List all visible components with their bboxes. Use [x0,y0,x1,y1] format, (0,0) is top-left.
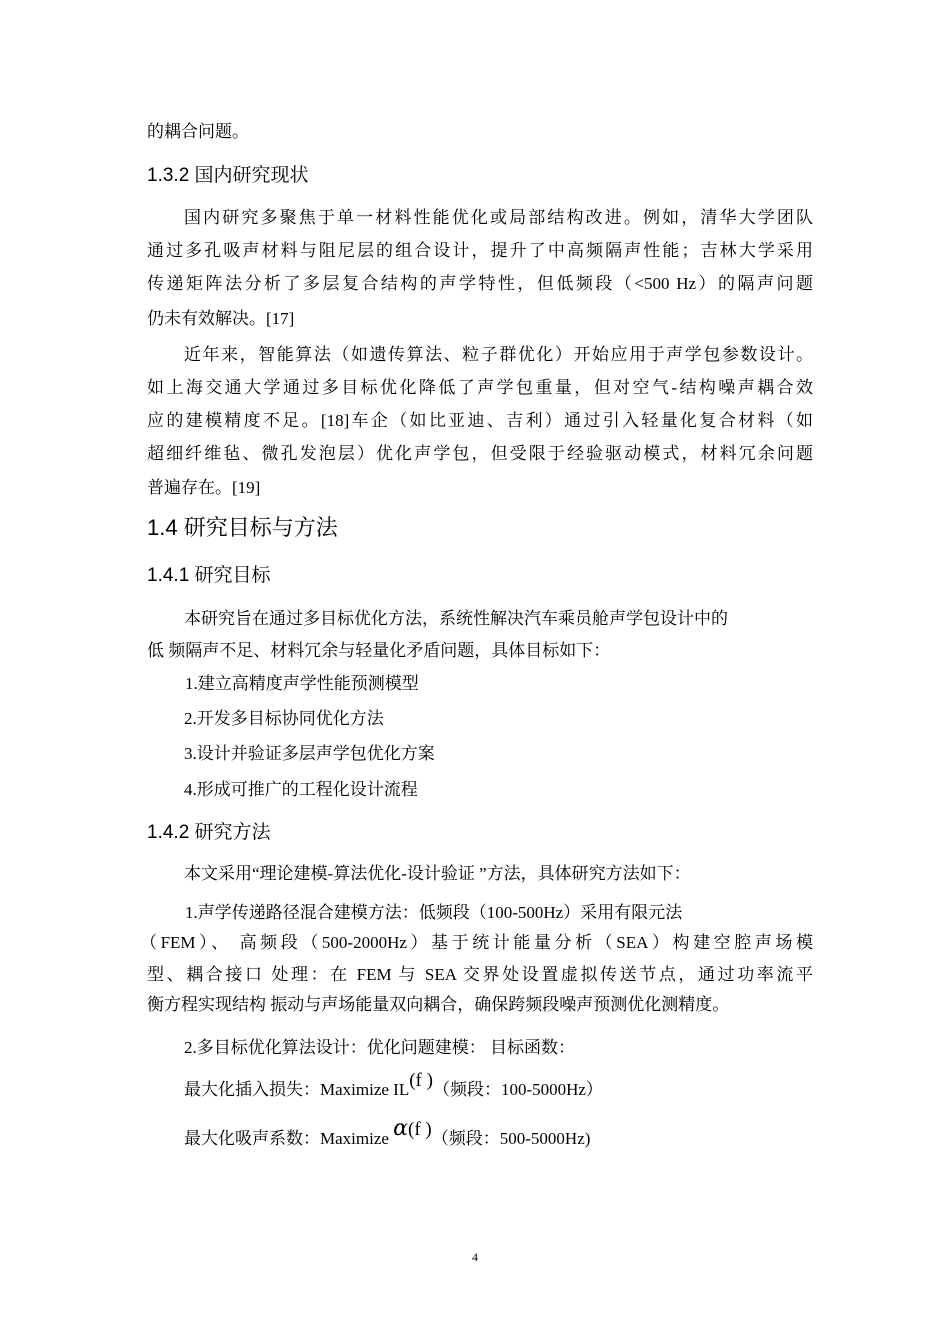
formula-range: （频段：500-5000Hz) [431,1129,591,1148]
formula-argument: (f ) [408,1119,432,1140]
formula-argument: (f ) [409,1070,433,1091]
paragraph-line: 本研究旨在通过多目标优化方法，系统性解决汽车乘员舱声学包设计中的 [184,609,728,628]
paragraph-line: 应的建模精度不足。[18]车企（如比亚迪、吉利）通过引入轻量化复合材料（如 [147,411,813,430]
section-heading-1-4-2: 1.4.2 研究方法 [147,822,271,843]
paragraph-line: 通过多孔吸声材料与阻尼层的组合设计，提升了中高频隔声性能；吉林大学采用 [147,241,813,260]
paragraph-line: 低 频隔声不足、材料冗余与轻量化矛盾问题，具体目标如下： [147,641,611,660]
paragraph-line: 仍未有效解决。[17] [147,309,295,328]
paragraph-line: 的耦合问题。 [147,122,249,141]
goal-item: 2.开发多目标协同优化方法 [184,709,384,728]
paragraph-line: 国内研究多聚焦于单一材料性能优化或局部结构改进。例如，清华大学团队 [184,208,813,227]
goal-item: 4.形成可推广的工程化设计流程 [184,780,418,799]
formula-range: （频段：100-5000Hz） [432,1080,603,1099]
page-number: 4 [472,1250,478,1264]
goal-item: 3.设计并验证多层声学包优化方案 [184,744,435,763]
paragraph-line: 近年来，智能算法（如遗传算法、粒子群优化）开始应用于声学包参数设计。 [184,345,813,364]
section-heading-1-4: 1.4 研究目标与方法 [147,515,338,540]
paragraph-line: 如上海交通大学通过多目标优化降低了声学包重量，但对空气-结构噪声耦合效 [147,378,813,397]
paragraph-line: 型、耦合接口 处理：在 FEM 与 SEA 交界处设置虚拟传送节点，通过功率流平 [147,965,813,984]
formula-text: 最大化吸声系数：Maximize [184,1129,394,1148]
paragraph-line: 普遍存在。[19] [147,478,261,497]
formula-line [147,1070,813,1100]
section-heading-1-4-1: 1.4.1 研究目标 [147,565,271,586]
paragraph-line: 本文采用“理论建模-算法优化-设计验证 ”方法，具体研究方法如下： [184,864,691,883]
paragraph-line: 1.声学传递路径混合建模方法：低频段（100-500Hz）采用有限元法 [185,903,683,922]
paragraph-line: （FEM）、 高频段（500-2000Hz）基于统计能量分析（SEA）构建空腔声场模 [140,933,813,952]
paragraph-line: 超细纤维毡、微孔发泡层）优化声学包，但受限于经验驱动模式，材料冗余问题 [147,444,813,463]
paragraph-line: 传递矩阵法分析了多层复合结构的声学特性，但低频段（<500 Hz）的隔声问题 [147,274,813,293]
formula-line [147,1116,813,1149]
paragraph-line: 衡方程实现结构 振动与声场能量双向耦合，确保跨频段噪声预测优化测精度。 [147,995,730,1014]
section-heading-1-3-2: 1.3.2 国内研究现状 [147,165,309,186]
paragraph-line: 2.多目标优化算法设计：优化问题建模： 目标函数： [184,1038,575,1057]
formula-text: 最大化插入损失：Maximize IL [184,1080,410,1099]
goal-item: 1.建立高精度声学性能预测模型 [185,674,419,693]
alpha-symbol: α [393,1116,409,1141]
